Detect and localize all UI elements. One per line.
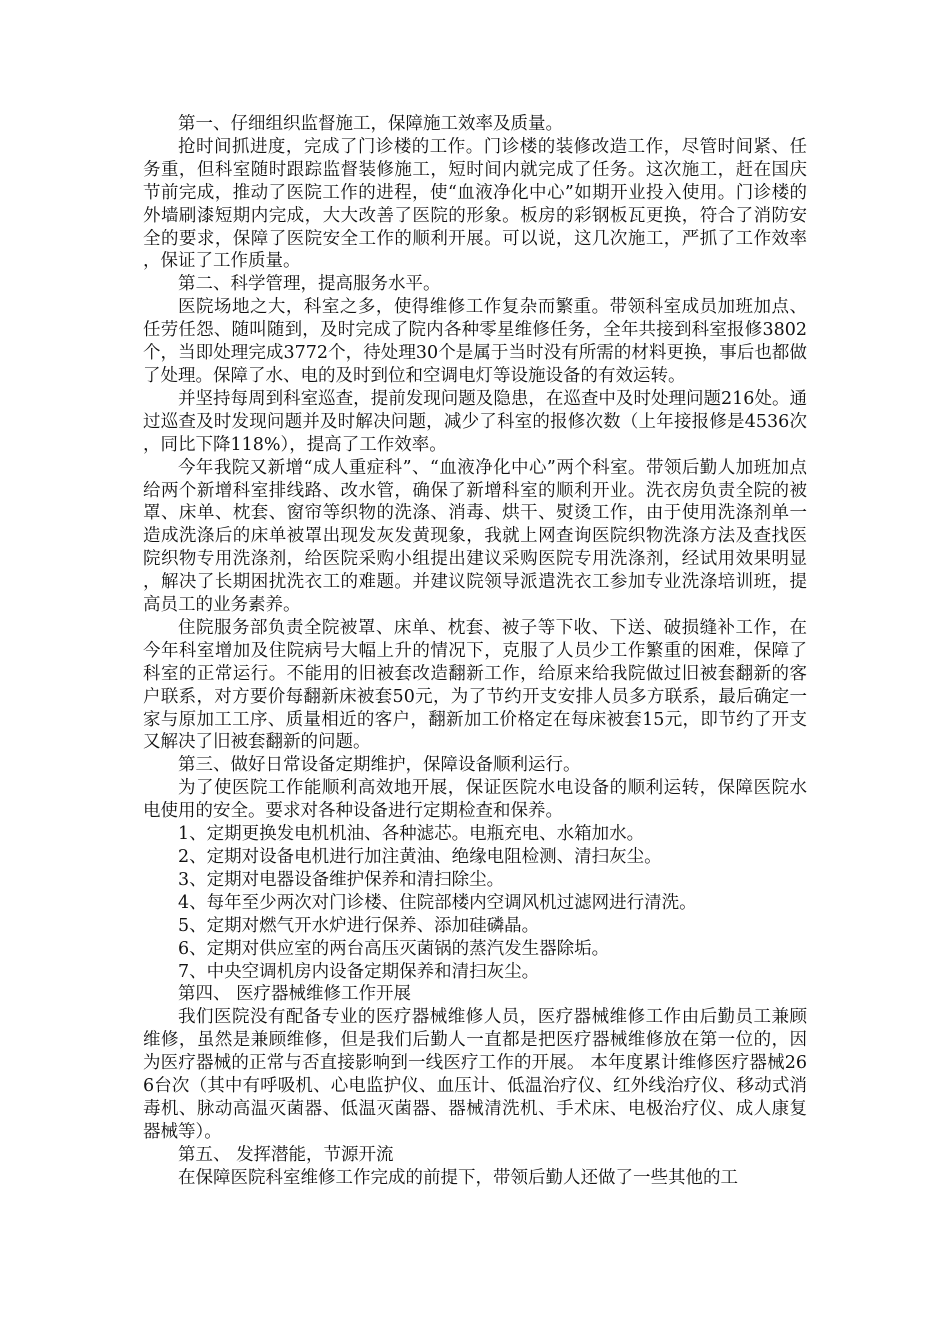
section-heading-5: 第五、 发挥潜能，节源开流	[178, 1144, 394, 1165]
section-heading-3: 第三、做好日常设备定期维护，保障设备顺利运行。	[178, 755, 581, 776]
paragraph: 在保障医院科室维修工作完成的前提下，带领后勤人还做了一些其他的工	[178, 1167, 738, 1188]
section-heading-1: 第一、仔细组织监督施工，保障施工效率及质量。	[178, 114, 563, 134]
list-item: 5、定期对燃气开水炉进行保养、添加硅磷晶。	[178, 915, 540, 936]
list-item: 2、定期对设备电机进行加注黄油、绝缘电阻检测、清扫灰尘。	[178, 847, 662, 867]
list-item: 1、定期更换发电机机油、各种滤芯。电瓶充电、水箱加水。	[178, 824, 645, 845]
section-heading-4: 第四、 医疗器械维修工作开展	[178, 984, 412, 1005]
section-heading-2: 第二、科学管理，提高服务水平。	[178, 274, 441, 295]
paragraph: 我们医院没有配备专业的医疗器械维修人员，医疗器械维修工作由后勤员工兼顾维修，虽然是兼顾维修，但是我们后勤人一直都是把医疗器械维修放在第一位的，因为医疗器械的正常与否直接影响到一线医疗工作的开展。 本年度累计维修医疗器械266台次（其中有呼吸机、心电监护仪、血压计、低温治疗仪、红外线治疗仪、移动式消毒机、脉动高温灭菌器、低温灭菌器、器械清洗机、手术床、电极治疗仪、成人康复器械等）。	[143, 1007, 807, 1142]
paragraph: 今年我院又新增“成人重症科”、“血液净化中心”两个科室。带领后勤人加班加点给两个新增科室排线路、改水管，确保了新增科室的顺利开业。洗衣房负责全院的被罩、床单、枕套、窗帘等织物的洗涤、消毒、烘干、熨烫工作，由于使用洗涤剂单一造成洗涤后的床单被罩出现发灰发黄现象，我就上网查询医院织物洗涤方法及查找医院织物专用洗涤剂，给医院采购小组提出建议采购医院专用洗涤剂，经试用效果明显，解决了长期困扰洗衣工的难题。并建议院领导派遣洗衣工参加专业洗涤培训班，提高员工的业务素养。	[143, 457, 807, 616]
list-item: 4、每年至少两次对门诊楼、住院部楼内空调风机过滤网进行清洗。	[178, 892, 697, 913]
list-item: 3、定期对电器设备维护保养和清扫除尘。	[178, 869, 505, 890]
paragraph: 并坚持每周到科室巡查，提前发现问题及隐患，在巡查中及时处理问题216处。通过巡查及时发现问题并及时解决问题，减少了科室的报修次数（上年接报修是4536次，同比下降118%），提高了工作效率。	[143, 388, 807, 455]
list-item: 7、中央空调机房内设备定期保养和清扫灰尘。	[178, 961, 540, 982]
paragraph: 为了使医院工作能顺利高效地开展，保证医院水电设备的顺利运转，保障医院水电使用的安全。要求对各种设备进行定期检查和保养。	[143, 778, 807, 822]
paragraph: 医院场地之大，科室之多，使得维修工作复杂而繁重。带领科室成员加班加点、任劳任怨、随叫随到，及时完成了院内各种零星维修任务，全年共接到科室报修3802个，当即处理完成3772个，待处理30个是属于当时没有所需的材料更换，事后也都做了处理。保障了水、电的及时到位和空调电灯等设施设备的有效运转。	[143, 297, 807, 386]
paragraph: 住院服务部负责全院被罩、床单、枕套、被子等下收、下送、破损缝补工作，在今年科室增加及住院病号大幅上升的情况下，克服了人员少工作繁重的困难，保障了科室的正常运行。不能用的旧被套改造翻新工作，给原来给我院做过旧被套翻新的客户联系，对方要价每翻新床被套50元，为了节约开支安排人员多方联系，最后确定一家与原加工工序、质量相近的客户，翻新加工价格定在每床被套15元，即节约了开支又解决了旧被套翻新的问题。	[143, 617, 807, 753]
paragraph: 抢时间抓进度，完成了门诊楼的工作。门诊楼的装修改造工作，尽管时间紧、任务重，但科室随时跟踪监督装修施工，短时间内就完成了任务。这次施工，赶在国庆节前完成，推动了医院工作的进程，使“血液净化中心”如期开业投入使用。门诊楼的外墙刷漆短期内完成，大大改善了医院的形象。板房的彩钢板瓦更换，符合了消防安全的要求，保障了医院安全工作的顺利开展。可以说，这几次施工，严抓了工作效率，保证了工作质量。	[143, 136, 807, 272]
list-item: 6、定期对供应室的两台高压灭菌锅的蒸汽发生器除垢。	[178, 938, 610, 959]
document-body	[143, 113, 807, 1190]
